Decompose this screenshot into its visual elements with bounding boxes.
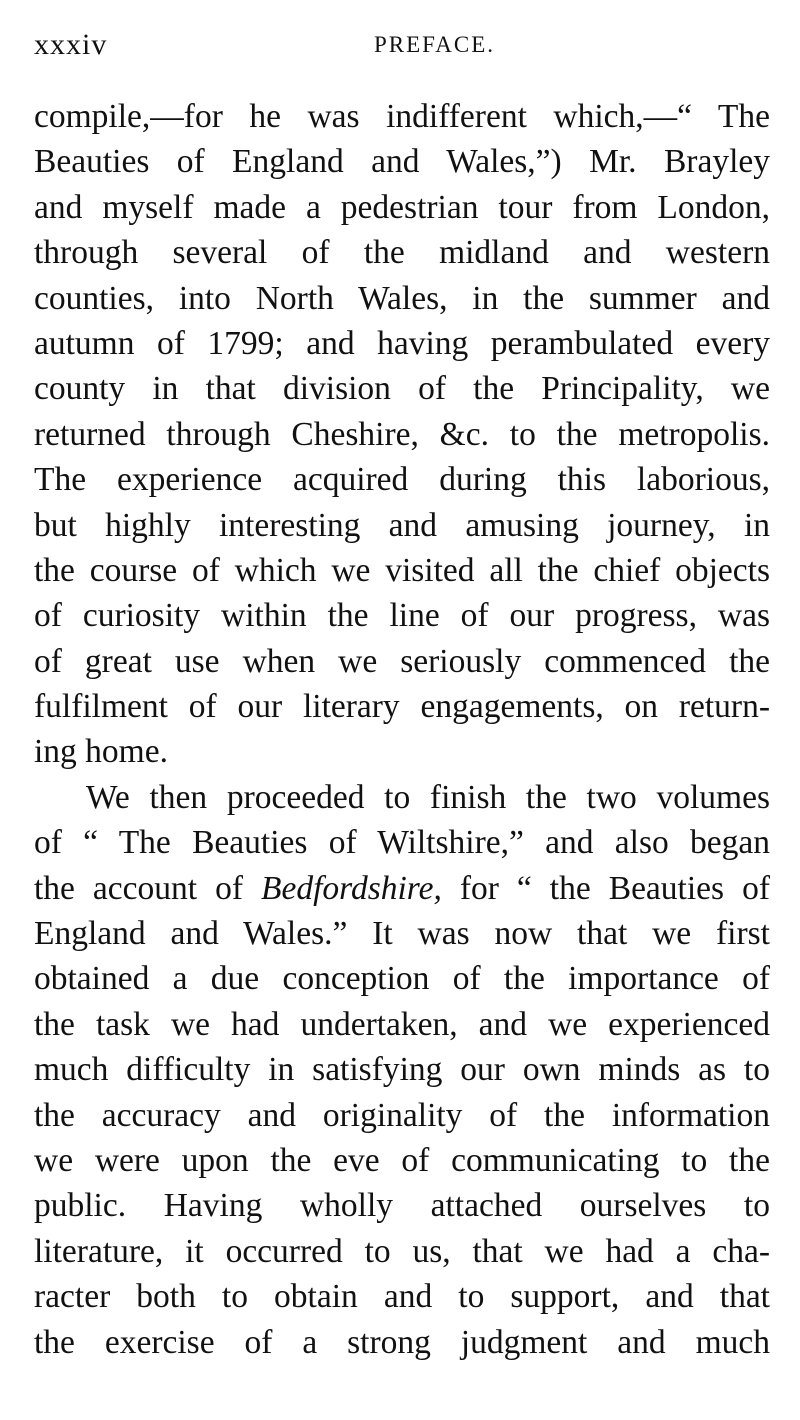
paragraph-2 [34, 775, 770, 1365]
text-line: of “ The Beauties of Wiltshire,” and also began [34, 824, 770, 862]
text-line: and myself made a pedestrian tour from London, [34, 188, 770, 226]
text-segment: the account of [34, 869, 262, 907]
text-line: England and Wales.” It was now that we first [34, 915, 770, 953]
text-line: the task we had undertaken, and we experienced [34, 1005, 770, 1043]
text-line: Beauties of England and Wales,”) Mr. Brayley [34, 143, 770, 181]
text-segment: for “ the Beauties of [441, 869, 770, 907]
text-line: the accuracy and originality of the information [34, 1096, 770, 1134]
text-line: obtained a due conception of the importance of [34, 960, 770, 998]
text-line: compile,—for he was indifferent which,—“ The [34, 98, 770, 135]
text-line: ing home. [34, 733, 168, 771]
body-text [34, 94, 770, 1365]
text-line: of great use when we seriously commenced the [34, 642, 770, 680]
text-line: county in that division of the Principality, we [34, 370, 770, 408]
text-line: through several of the midland and western [34, 234, 770, 272]
text-line: public. Having wholly attached ourselves to [34, 1187, 770, 1225]
running-title: PREFACE. [374, 32, 496, 57]
text-line: racter both to obtain and to support, and that [34, 1278, 770, 1316]
text-line: but highly interesting and amusing journey, in [34, 506, 770, 544]
text-line: of curiosity within the line of our progress, was [34, 597, 770, 635]
text-line: We then proceeded to finish the two volumes [86, 778, 770, 816]
text-line-with-italic [34, 866, 770, 911]
text-line: counties, into North Wales, in the summer and [34, 279, 770, 317]
book-page [34, 0, 770, 1420]
text-line: much difficulty in satisfying our own minds as to [34, 1051, 770, 1089]
text-line: autumn of 1799; and having perambulated every [34, 324, 770, 362]
text-line: The experience acquired during this laborious, [34, 461, 770, 499]
text-line: the exercise of a strong judgment and much [34, 1323, 770, 1361]
running-head [34, 28, 770, 68]
text-line: we were upon the eve of communicating to the [34, 1141, 770, 1179]
text-line: fulfilment of our literary engagements, on return- [34, 688, 770, 726]
text-line: returned through Cheshire, &c. to the metropolis. [34, 415, 770, 453]
text-line: the course of which we visited all the chief objects [34, 551, 770, 589]
paragraph-1 [34, 94, 770, 775]
page-number: xxxiv [34, 28, 108, 61]
italic-place-name: Bedfordshire, [261, 869, 442, 907]
text-line: literature, it occurred to us, that we had a cha- [34, 1232, 770, 1270]
